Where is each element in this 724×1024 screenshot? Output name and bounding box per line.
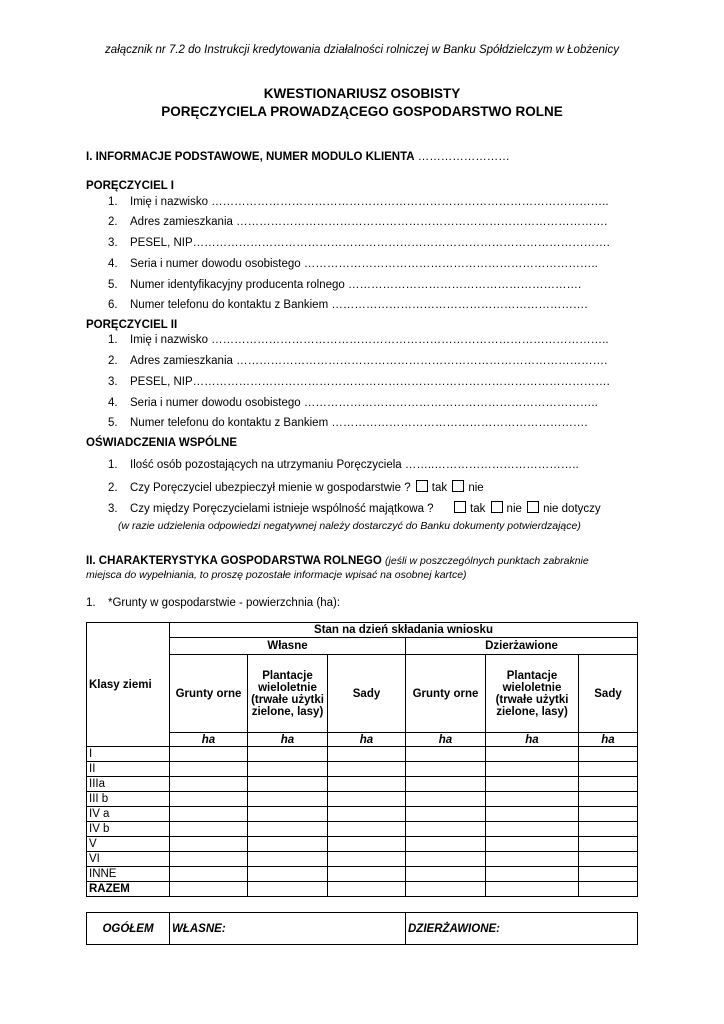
item-number: 3.	[108, 237, 118, 249]
question-text: Czy Poręczyciel ubezpieczył mienie w gospodarstwie ?	[130, 482, 411, 494]
area-input-cell[interactable]	[328, 867, 406, 882]
col-header-plantacje-dzierz: Plantacje wieloletnie (trwałe użytki zielone, lasy)	[486, 655, 579, 733]
class-label: IV b	[87, 822, 170, 837]
land-area-table	[86, 622, 638, 897]
field-label: Imię i nazwisko …………………………………………………………………………………………..	[130, 196, 609, 208]
area-input-cell[interactable]	[170, 792, 248, 807]
g2-pesel-field[interactable]	[108, 376, 610, 388]
area-input-cell[interactable]	[248, 762, 328, 777]
guarantor2-heading: PORĘCZYCIEL II	[86, 319, 178, 331]
table-row	[87, 852, 638, 867]
area-input-cell[interactable]	[248, 807, 328, 822]
table-row	[87, 837, 638, 852]
item-number: 3.	[108, 503, 118, 515]
field-label: PESEL, NIP……………………………………………………………………………………………….	[130, 237, 610, 249]
area-input-cell[interactable]	[579, 822, 638, 837]
option-label: tak	[470, 503, 486, 515]
form-title-line1: KWESTIONARIUSZ OSOBISTY	[263, 86, 461, 101]
g2-phone-field[interactable]	[108, 417, 588, 429]
land-area-item	[86, 597, 340, 609]
area-input-cell[interactable]	[406, 747, 486, 762]
area-input-cell[interactable]	[170, 882, 248, 897]
g1-address-field[interactable]	[108, 216, 607, 228]
area-input-cell[interactable]	[248, 882, 328, 897]
area-input-cell[interactable]	[170, 777, 248, 792]
g1-phone-field[interactable]	[108, 299, 588, 311]
insurance-yes-checkbox[interactable]	[416, 480, 428, 492]
area-input-cell[interactable]	[170, 867, 248, 882]
field-label: Seria i numer dowodu osobistego …………………………………………………………………..	[130, 397, 598, 409]
area-input-cell[interactable]	[406, 852, 486, 867]
item-number: 1.	[86, 597, 96, 609]
option-label: nie dotyczy	[543, 503, 601, 515]
area-input-cell[interactable]	[486, 792, 579, 807]
item-number: 2.	[108, 482, 118, 494]
section2-heading	[86, 555, 589, 567]
option-label: nie	[468, 482, 484, 494]
area-input-cell[interactable]	[406, 807, 486, 822]
area-input-cell[interactable]	[406, 837, 486, 852]
field-label: Seria i numer dowodu osobistego …………………………………………………………………..	[130, 258, 598, 270]
area-input-cell[interactable]	[579, 837, 638, 852]
g1-producer-id-field[interactable]	[108, 279, 581, 291]
area-input-cell[interactable]	[486, 837, 579, 852]
area-input-cell[interactable]	[579, 807, 638, 822]
col-header-grunty-wlasne: Grunty orne	[170, 655, 248, 733]
area-input-cell[interactable]	[579, 792, 638, 807]
item-number: 2.	[108, 355, 118, 367]
area-input-cell[interactable]	[248, 852, 328, 867]
area-input-cell[interactable]	[486, 852, 579, 867]
dzierzawione-header: Dzierżawione	[406, 638, 638, 655]
item-number: 4.	[108, 258, 118, 270]
area-input-cell[interactable]	[170, 837, 248, 852]
field-label: Adres zamieszkania …………………………………………………………………………………….	[130, 216, 608, 228]
wlasne-header: Własne	[170, 638, 406, 655]
section2-note-part1: (jeśli w poszczególnych punktach zabraknie	[385, 555, 589, 567]
dependents-field[interactable]	[108, 459, 579, 471]
table-row	[87, 807, 638, 822]
wlasne-total-cell[interactable]: WŁASNE:	[170, 913, 406, 945]
attachment-header: załącznik nr 7.2 do Instrukcji kredytowania działalności rolniczej w Banku Spółdzielczym w Łobżenicy	[105, 44, 619, 56]
area-input-cell[interactable]	[486, 762, 579, 777]
joint-note: (w razie udzielenia odpowiedzi negatywnej należy dostarczyć do Banku dokumenty potwierdzające)	[118, 520, 581, 532]
item-number: 1.	[108, 334, 118, 346]
klasy-ziemi-header: Klasy ziemi	[87, 623, 170, 747]
col-header-grunty-dzierz: Grunty orne	[406, 655, 486, 733]
col-header-plantacje-wlasne: Plantacje wieloletnie (trwałe użytki zielone, lasy)	[248, 655, 328, 733]
class-label: I	[87, 747, 170, 762]
area-input-cell[interactable]	[170, 807, 248, 822]
insurance-question	[108, 480, 484, 494]
area-input-cell[interactable]	[406, 762, 486, 777]
item-number: 5.	[108, 417, 118, 429]
area-input-cell[interactable]	[248, 822, 328, 837]
item-number: 5.	[108, 279, 118, 291]
dzierzawione-total-cell[interactable]: DZIERŻAWIONE:	[406, 913, 638, 945]
form-title-line2: PORĘCZYCIELA PROWADZĄCEGO GOSPODARSTWO ROLNE	[161, 104, 563, 119]
section1-heading	[86, 151, 510, 163]
g1-name-field[interactable]	[108, 196, 609, 208]
area-input-cell[interactable]	[579, 762, 638, 777]
area-input-cell[interactable]	[486, 882, 579, 897]
section2-heading-text: II. CHARAKTERYSTYKA GOSPODARSTWA ROLNEGO	[86, 555, 382, 567]
joint-property-yes-checkbox[interactable]	[454, 501, 466, 513]
area-input-cell[interactable]	[486, 807, 579, 822]
item-number: 1.	[108, 459, 118, 471]
joint-statements-heading: OŚWIADCZENIA WSPÓLNE	[86, 437, 237, 449]
area-input-cell[interactable]	[328, 777, 406, 792]
section1-heading-text: I. INFORMACJE PODSTAWOWE, NUMER MODULO KLIENTA	[86, 151, 415, 163]
class-label: RAZEM	[87, 882, 170, 897]
area-input-cell[interactable]	[406, 792, 486, 807]
area-input-cell[interactable]	[248, 867, 328, 882]
stan-header: Stan na dzień składania wniosku	[170, 623, 638, 638]
unit-label: ha	[486, 733, 579, 747]
area-input-cell[interactable]	[328, 792, 406, 807]
class-label: III b	[87, 792, 170, 807]
table-row	[87, 822, 638, 837]
item-text: *Grunty w gospodarstwie - powierzchnia (ha):	[108, 597, 341, 609]
area-input-cell[interactable]	[328, 837, 406, 852]
area-input-cell[interactable]	[170, 852, 248, 867]
table-row	[87, 777, 638, 792]
area-input-cell[interactable]	[579, 747, 638, 762]
ogolem-label: OGÓŁEM	[87, 913, 170, 945]
option-label: tak	[431, 482, 448, 494]
unit-label: ha	[170, 733, 248, 747]
unit-label: ha	[406, 733, 486, 747]
area-input-cell[interactable]	[486, 867, 579, 882]
class-label: IIIa	[87, 777, 170, 792]
unit-label: ha	[579, 733, 638, 747]
field-label: Numer telefonu do kontaktu z Bankiem ………………………………………………………….	[130, 299, 588, 311]
g2-id-card-field[interactable]	[108, 397, 598, 409]
item-number: 2.	[108, 216, 118, 228]
field-label: Numer identyfikacyjny producenta rolnego …………………………………………………….	[130, 279, 582, 291]
area-input-cell[interactable]	[406, 777, 486, 792]
area-input-cell[interactable]	[248, 777, 328, 792]
area-input-cell[interactable]	[170, 822, 248, 837]
area-input-cell[interactable]	[328, 747, 406, 762]
class-label: IV a	[87, 807, 170, 822]
joint-property-no-checkbox[interactable]	[491, 501, 503, 513]
field-label: Imię i nazwisko …………………………………………………………………………………………..	[130, 334, 609, 346]
totals-table	[86, 912, 638, 945]
area-input-cell[interactable]	[170, 762, 248, 777]
col-header-sady-wlasne: Sady	[328, 655, 406, 733]
table-row	[87, 867, 638, 882]
area-input-cell[interactable]	[328, 762, 406, 777]
table-row	[87, 747, 638, 762]
option-label: nie	[506, 503, 522, 515]
g1-id-card-field[interactable]	[108, 258, 598, 270]
area-input-cell[interactable]	[248, 837, 328, 852]
g2-name-field[interactable]	[108, 334, 609, 346]
insurance-no-checkbox[interactable]	[452, 480, 464, 492]
joint-property-na-checkbox[interactable]	[527, 501, 539, 513]
area-input-cell[interactable]	[579, 852, 638, 867]
area-input-cell[interactable]	[328, 807, 406, 822]
area-input-cell[interactable]	[248, 792, 328, 807]
field-label: Numer telefonu do kontaktu z Bankiem ………………………………………………………….	[130, 417, 588, 429]
col-header-sady-dzierz: Sady	[579, 655, 638, 733]
guarantor1-heading: PORĘCZYCIEL I	[86, 180, 174, 192]
item-number: 3.	[108, 376, 118, 388]
item-number: 1.	[108, 196, 118, 208]
class-label: II	[87, 762, 170, 777]
field-label: Ilość osób pozostających na utrzymaniu Poręczyciela ……..………………………………..	[130, 459, 579, 471]
area-input-cell[interactable]	[170, 747, 248, 762]
class-label: V	[87, 837, 170, 852]
item-number: 4.	[108, 397, 118, 409]
joint-property-question	[108, 501, 601, 515]
unit-label: ha	[328, 733, 406, 747]
class-label: VI	[87, 852, 170, 867]
g2-address-field[interactable]	[108, 355, 607, 367]
area-input-cell[interactable]	[406, 822, 486, 837]
area-input-cell[interactable]	[579, 882, 638, 897]
field-label: Adres zamieszkania …………………………………………………………………………………….	[130, 355, 608, 367]
field-label: PESEL, NIP……………………………………………………………………………………………….	[130, 376, 610, 388]
area-input-cell[interactable]	[328, 882, 406, 897]
area-input-cell[interactable]	[486, 777, 579, 792]
table-row	[87, 792, 638, 807]
area-input-cell[interactable]	[486, 822, 579, 837]
area-input-cell[interactable]	[328, 822, 406, 837]
area-input-cell[interactable]	[486, 747, 579, 762]
area-input-cell[interactable]	[328, 852, 406, 867]
table-row	[87, 762, 638, 777]
area-input-cell[interactable]	[248, 747, 328, 762]
area-input-cell[interactable]	[406, 867, 486, 882]
g1-pesel-field[interactable]	[108, 237, 610, 249]
item-number: 6.	[108, 299, 118, 311]
section2-note-part2: miejsca do wypełniania, to proszę pozostałe informacje wpisać na osobnej kartce)	[86, 569, 467, 581]
area-input-cell[interactable]	[579, 867, 638, 882]
area-input-cell[interactable]	[406, 882, 486, 897]
class-label: INNE	[87, 867, 170, 882]
area-input-cell[interactable]	[579, 777, 638, 792]
unit-label: ha	[248, 733, 328, 747]
client-modulo-field[interactable]: ……………………	[417, 151, 510, 163]
table-row	[87, 882, 638, 897]
question-text: Czy między Poręczycielami istnieje wspólność majątkowa ?	[130, 503, 434, 515]
